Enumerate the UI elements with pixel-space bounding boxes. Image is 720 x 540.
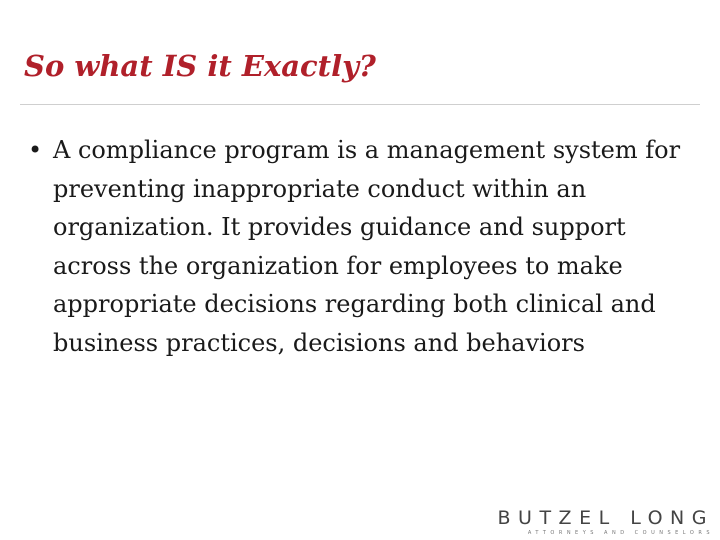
- logo-tagline: ATTORNEYS AND COUNSELORS: [527, 530, 714, 536]
- logo-wordmark: BUTZEL LONG: [497, 507, 714, 529]
- bullet-text: A compliance program is a management system for preventing inappropriate conduct within an organization. It provides guidance and support across the organization for employees to make appropriate decisions regarding both clinical and business practices, decisions and behaviors: [53, 136, 681, 357]
- slide-title: So what IS it Exactly?: [24, 49, 376, 83]
- bullet-icon: •: [28, 136, 43, 164]
- title-divider: [20, 104, 700, 105]
- bullet-item: [28, 131, 700, 362]
- bullet-list: [28, 131, 700, 362]
- company-logo: [498, 509, 715, 536]
